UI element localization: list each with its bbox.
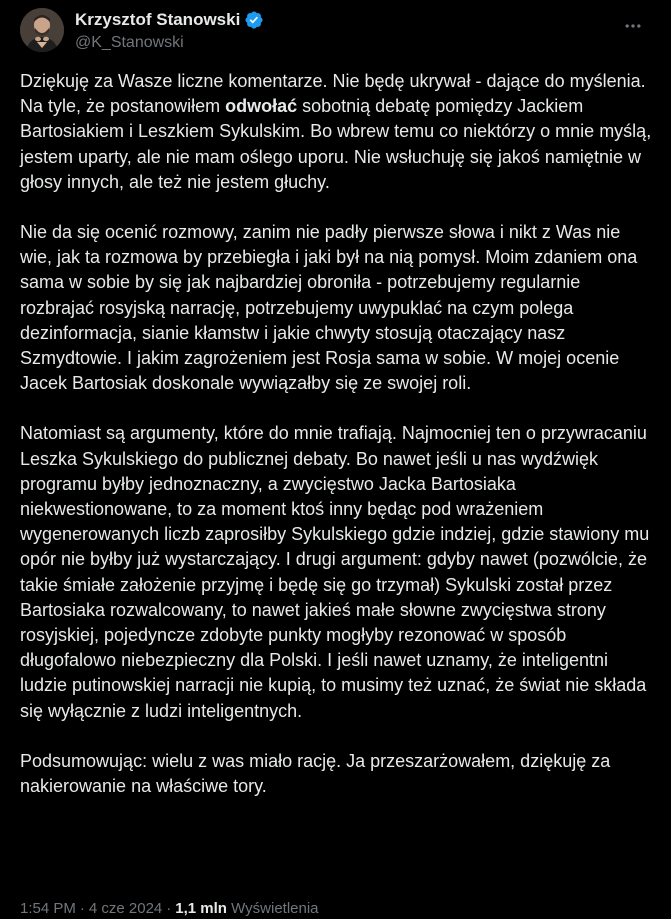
paragraph-1-bold-word: odwołać <box>225 96 298 117</box>
meta-separator: · <box>166 900 172 917</box>
tweet-paragraph-2: Nie da się ocenić rozmowy, zanim nie padły pierwsze słowa i nikt z Was nie wie, jak ta rozmowa by przebiegła i jaki był na nią pomysł. Moim zdaniem ona sama w sobie by się jak najbardziej obroniła - potrzebujemy regularnie rozbrajać rosyjską narrację, potrzebujemy uwypuklać na czym polega dezinformacja, sianie kłamstw i jakie chwyty stosują otaczający nasz Szmydtowie. I jakim zagrożeniem jest Rosja sama w sobie. W mojej ocenie Jacek Bartosiak doskonale wywiązałby się ze swojej roli. <box>20 222 638 394</box>
name-row <box>75 10 264 30</box>
more-options-button[interactable] <box>619 12 647 40</box>
tweet-paragraph-4: Podsumowując: wielu z was miało rację. Ja przeszarżowałem, dziękuję za nakierowanie na właściwe tory. <box>20 750 611 797</box>
user-avatar-photo-icon <box>20 8 64 52</box>
author-handle[interactable]: @K_Stanowski <box>75 34 184 51</box>
views-label: Wyświetlenia <box>231 900 319 917</box>
avatar[interactable] <box>20 8 64 52</box>
tweet-paragraph-1 <box>20 69 657 195</box>
post-time[interactable]: 1:54 PM <box>20 900 76 917</box>
verified-badge-icon[interactable] <box>244 10 264 30</box>
meta-separator: · <box>79 900 85 917</box>
author-identity <box>75 10 264 52</box>
tweet-paragraph-3: Natomiast są argumenty, które do mnie trafiają. Najmocniej ten o przywracaniu Leszka Sykulskiego do publicznej debaty. Bo nawet jeśli u nas wydźwięk programu byłby jednoznaczny, a zwycięstwo Jacka Bartosiaka niekwestionowane, to za moment ktoś inny będąc pod wrażeniem wygenerowanych liczb zaprosiłby Sykulskiego gdzie indziej, gdzie stawiony mu opór nie byłby już wystarczający. I drugi argument: gdyby nawet (pozwólcie, że takie śmiałe założenie przyjmę i będę się go trzymał) Sykulski został przez Bartosiaka rozwalcowany, to nawet jakieś małe słowne zwycięstwa strony rosyjskiej, pojedyncze zdobyte punkty mogłyby rezonować w sposób długofalowo niebezpieczny dla Polski. I jeśli nawet uznamy, że inteligentni ludzie putinowskiej narracji nie kupią, to musimy też uznać, że świat nie składa się wyłącznie z ludzi inteligentnych. <box>20 423 650 721</box>
paragraph-1-text-end: sobotnią debatę pomiędzy Jackiem Bartosiakiem i Leszkiem Sykulskim. Bo wbrew temu co niektórzy o mnie myślą, jestem uparty, ale nie mam oślego uporu. Nie wsłuchuję się jakoś namiętnie w głosy innych, ale też nie jestem głuchy. <box>20 96 652 192</box>
tweet-header <box>20 8 651 58</box>
views-count: 1,1 mln <box>175 900 227 917</box>
author-display-name[interactable]: Krzysztof Stanowski <box>75 10 241 29</box>
paragraph-1-text-start: Dziękuję za Wasze liczne komentarze. Nie będę ukrywał - dające do myślenia. Na tyle, że postanowiłem <box>20 71 646 117</box>
tweet-text <box>20 69 657 799</box>
tweet-metadata <box>20 899 319 919</box>
more-horizontal-icon <box>623 16 643 36</box>
post-date[interactable]: 4 cze 2024 <box>88 900 163 917</box>
